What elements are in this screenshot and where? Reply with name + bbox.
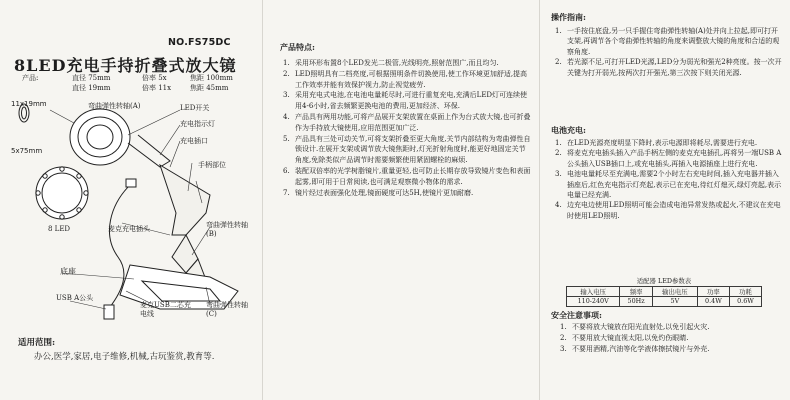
operation-title: 操作指南: bbox=[551, 12, 586, 22]
spec-magnification: 倍率 5x bbox=[142, 74, 167, 82]
applications-text: 办公,医学,家居,电子维修,机械,古玩鉴赏,教育等. bbox=[34, 352, 215, 362]
list-item bbox=[283, 134, 531, 166]
item-number: 1. bbox=[560, 323, 567, 331]
list-item bbox=[283, 90, 531, 112]
item-number: 7. bbox=[283, 188, 290, 197]
spec-focal: 焦距 45mm bbox=[190, 84, 229, 92]
safety-title: 安全注意事项: bbox=[551, 310, 602, 320]
table-header: 输出电压 bbox=[652, 286, 697, 296]
item-text: 边充电边使用LED照明可能会造成电池异常发热或起火,不建议在充电时使用LED照明. bbox=[567, 201, 781, 220]
item-number: 3. bbox=[560, 345, 567, 353]
fold-line-left bbox=[262, 0, 263, 400]
spec-diameter: 直径 75mm bbox=[72, 74, 111, 82]
table-row bbox=[567, 296, 762, 306]
model-number: NO.FS75DC bbox=[168, 37, 231, 48]
label-charge-port: 充电插口 bbox=[180, 137, 208, 145]
list-item bbox=[283, 188, 531, 199]
table-cell: 50Hz bbox=[620, 296, 653, 306]
table-header-row bbox=[567, 286, 762, 296]
item-text: 不要用放大镜直视太阳,以免灼伤眼睛. bbox=[572, 334, 689, 342]
spec-magnification: 倍率 11x bbox=[142, 84, 172, 92]
item-number: 5. bbox=[283, 134, 290, 143]
item-number: 1. bbox=[283, 59, 290, 67]
spec-focal: 焦距 100mm bbox=[190, 74, 233, 82]
item-text: 不要将放大镜放在阳光直射处,以免引起火灾. bbox=[572, 323, 710, 331]
list-item bbox=[555, 200, 783, 221]
spec-row bbox=[22, 83, 252, 93]
list-item bbox=[555, 138, 783, 148]
features-list bbox=[283, 58, 531, 198]
label-mic-charge-head: 麦克充电插头 bbox=[108, 225, 150, 233]
label-lens-small: 11x19mm bbox=[11, 100, 47, 108]
item-number: 1. bbox=[555, 27, 562, 35]
label-base: 底座 bbox=[60, 267, 76, 276]
spec-label bbox=[22, 83, 72, 93]
fold-line-right bbox=[539, 0, 540, 400]
features-title: 产品特点: bbox=[280, 42, 315, 52]
magnifier-diagram bbox=[10, 95, 260, 327]
list-item bbox=[555, 26, 783, 57]
label-charge-indicator: 充电指示灯 bbox=[180, 120, 215, 128]
table-header: 输入电压 bbox=[567, 286, 620, 296]
operation-list bbox=[555, 26, 783, 78]
item-text: 在LED光源亮度明显下降时,表示电源即将耗尽,需要进行充电. bbox=[567, 139, 758, 147]
spec-row bbox=[22, 73, 252, 83]
adapter-spec-table bbox=[566, 276, 762, 307]
charging-title: 电池充电: bbox=[551, 125, 586, 135]
list-item bbox=[283, 112, 531, 134]
spec-block bbox=[22, 73, 252, 93]
item-text: 不要用酒精,汽油等化学液体擦拭镜片与外壳. bbox=[572, 345, 710, 353]
item-number: 3. bbox=[555, 170, 562, 179]
list-item bbox=[555, 148, 783, 169]
safety-list bbox=[560, 322, 782, 355]
label-flex-shaft-c: 弯曲弹性转轴(C) bbox=[206, 301, 248, 318]
label-lens-big: 5x75mm bbox=[11, 147, 43, 155]
list-item bbox=[560, 344, 782, 355]
list-item bbox=[283, 58, 531, 69]
led-ring-illustration bbox=[36, 167, 88, 219]
magnifier-illustration bbox=[10, 95, 260, 327]
table-caption: 适配器 LED参数表 bbox=[636, 277, 692, 286]
table-cell: 5V bbox=[652, 296, 697, 306]
table-header: 频率 bbox=[620, 286, 653, 296]
item-text: 电池电量耗尽至充满电,需要2个小时左右充电时间,插入充电器并插入插座后,红色充电指示灯亮起,表示已在充电,待红灯熄灭,绿灯亮起,表示电量已经充满. bbox=[567, 170, 782, 200]
item-text: 产品具有三处可动关节,可将支架折叠至更大角度,关节内部结构为弯曲弹性自锁设计.在展开支架或调节放大镜焦距时,灯光折射角度时,能更好地固定关节角度,免除类似产品调节时需要频繁使用紧固螺栓的麻烦. bbox=[295, 134, 531, 165]
label-handle: 手柄部位 bbox=[198, 161, 226, 169]
applications-title: 适用范围: bbox=[18, 338, 56, 348]
item-text: 装配双倍率的光学树脂镜片,重量更轻,也可防止长期存放导致镜片变色和表面起雾,即可用于日常阅读,也可满足观察微小物体的需求. bbox=[295, 166, 531, 186]
item-number: 4. bbox=[555, 201, 562, 210]
label-usb-male: USB A公头 bbox=[56, 294, 94, 302]
table-cell: 110-240V bbox=[567, 296, 620, 306]
item-number: 1. bbox=[555, 139, 562, 147]
item-text: 产品具有两用功能,可将产品展开支架放置在桌面上作为台式放大镜,也可折叠作为手持放大镜使用,应用范围更加广泛. bbox=[295, 112, 531, 132]
item-text: 若光源不足,可打开LED光源,LED分为弱光和强光2种亮度。按一次开关键为打开弱光,按两次打开强光,第三次按下则关闭光源. bbox=[567, 58, 782, 77]
item-number: 2. bbox=[555, 58, 562, 67]
label-flex-shaft-a: 弯曲弹性转轴(A) bbox=[88, 102, 141, 110]
item-text: 一手按住底盘,另一只手握住弯曲弹性转轴(A)处并向上拉起,即可打开支架,再调节各个弯曲弹性转轴的角度来调整放大镜的角度和合适的观察角度. bbox=[567, 27, 780, 56]
item-text: 采用环形布置8个LED发光二极管,光线明亮,照射范围广,而且均匀. bbox=[295, 59, 499, 67]
item-number: 3. bbox=[283, 91, 290, 100]
list-item bbox=[560, 333, 782, 344]
spec-label: 产品: bbox=[22, 74, 39, 82]
label-flex-shaft-b: 弯曲弹性转轴(B) bbox=[206, 221, 248, 238]
list-item bbox=[555, 57, 783, 78]
magnifier-head-illustration bbox=[70, 109, 170, 167]
table-cell: 0.4W bbox=[697, 296, 729, 306]
list-item bbox=[555, 169, 783, 200]
item-number: 4. bbox=[283, 112, 290, 121]
item-text: 采用充电式电池,在电池电量耗尽时,可进行重复充电,充满后LED灯可连续使用4-6小时,省去频繁更换电池的费用,更加经济、环保. bbox=[295, 91, 528, 111]
list-item bbox=[283, 166, 531, 188]
item-number: 2. bbox=[283, 69, 290, 78]
charging-list bbox=[555, 138, 783, 221]
list-item bbox=[283, 69, 531, 91]
label-led-switch: LED开关 bbox=[180, 104, 210, 112]
spec-diameter: 直径 19mm bbox=[72, 84, 111, 92]
item-number: 2. bbox=[555, 149, 562, 158]
item-text: 将麦克充电插头插入产品手柄左侧的麦克充电插孔,再将另一端USB A公头插入USB插口上,或充电插头,再插入电源插座上进行充电. bbox=[567, 149, 782, 168]
item-number: 6. bbox=[283, 166, 290, 175]
product-title: 8LED充电手持折叠式放大镜 bbox=[14, 56, 237, 75]
table-header: 功耗 bbox=[729, 286, 761, 296]
table-cell: 0.6W bbox=[729, 296, 761, 306]
item-number: 2. bbox=[560, 334, 567, 342]
label-usb-cable: 麦克USB二芯充电线 bbox=[140, 301, 191, 318]
item-text: 镜片经过表面强化处理,镜面硬度可达5H,使镜片更加耐磨. bbox=[295, 188, 474, 197]
table-header: 功率 bbox=[697, 286, 729, 296]
list-item bbox=[560, 322, 782, 333]
label-led-count: 8 LED bbox=[48, 225, 71, 233]
item-text: LED照明具有二档亮度,可根据照明条件切换使用,使工作环境更加舒适,提高工作效率并能有效保护视力,防止视觉疲劳. bbox=[295, 69, 528, 89]
